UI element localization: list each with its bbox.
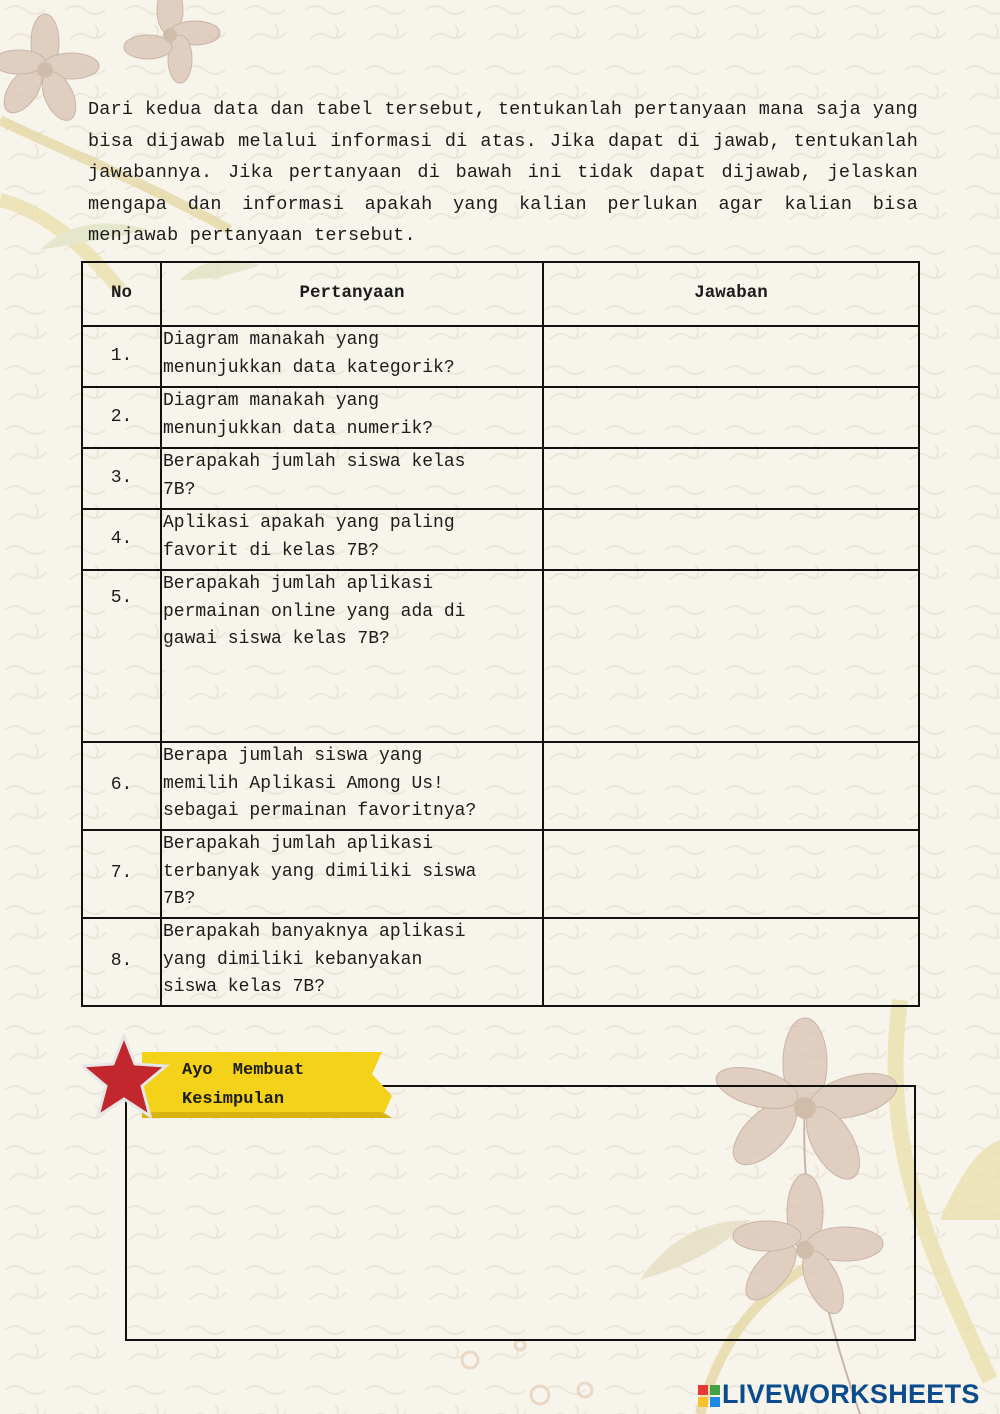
- row-number: 2.: [82, 387, 161, 448]
- column-header-question: Pertanyaan: [161, 262, 543, 326]
- instructions-paragraph: Dari kedua data dan tabel tersebut, tentukanlah pertanyaan mana saja yang bisa dijawab melalui informasi di atas. Jika dapat di jawab, tentukanlah jawabannya. Jika pertanyaan di bawah ini tidak dapat dijawab, jelaskan mengapa dan informasi apakah yang kalian perlukan agar kalian bisa menjawab pertanyaan tersebut.: [88, 99, 918, 247]
- answer-cell[interactable]: [543, 830, 919, 918]
- row-number: 5.: [82, 570, 161, 742]
- liveworksheets-logo-icon: [698, 1383, 720, 1405]
- conclusion-title: Ayo Membuat Kesimpulan: [182, 1061, 305, 1109]
- table-row: [82, 570, 919, 742]
- row-number: 3.: [82, 448, 161, 509]
- row-number: 1.: [82, 326, 161, 387]
- question-text: Berapakah jumlah siswa kelas 7B?: [161, 448, 543, 509]
- table-row: [82, 742, 919, 830]
- answer-cell[interactable]: [543, 918, 919, 1006]
- question-text: Berapa jumlah siswa yang memilih Aplikasi Among Us! sebagai permainan favoritnya?: [161, 742, 543, 830]
- table-row: [82, 509, 919, 570]
- questions-table: [81, 261, 920, 1007]
- answer-cell[interactable]: [543, 509, 919, 570]
- answer-cell[interactable]: [543, 570, 919, 742]
- table-row: [82, 830, 919, 918]
- question-text: Berapakah banyaknya aplikasi yang dimiliki kebanyakan siswa kelas 7B?: [161, 918, 543, 1006]
- column-header-answer: Jawaban: [543, 262, 919, 326]
- question-text: Berapakah jumlah aplikasi permainan online yang ada di gawai siswa kelas 7B?: [161, 570, 543, 742]
- answer-cell[interactable]: [543, 387, 919, 448]
- answer-cell[interactable]: [543, 448, 919, 509]
- logo-text: LIVEWORKSHEETS: [722, 1378, 980, 1409]
- table-row: [82, 387, 919, 448]
- question-text: Diagram manakah yang menunjukkan data numerik?: [161, 387, 543, 448]
- liveworksheets-logo: [698, 1377, 980, 1411]
- table-row: [82, 448, 919, 509]
- row-number: 8.: [82, 918, 161, 1006]
- question-text: Aplikasi apakah yang paling favorit di kelas 7B?: [161, 509, 543, 570]
- row-number: 6.: [82, 742, 161, 830]
- row-number: 7.: [82, 830, 161, 918]
- question-text: Diagram manakah yang menunjukkan data kategorik?: [161, 326, 543, 387]
- table-row: [82, 918, 919, 1006]
- answer-cell[interactable]: [543, 326, 919, 387]
- question-text: Berapakah jumlah aplikasi terbanyak yang dimiliki siswa 7B?: [161, 830, 543, 918]
- row-number: 4.: [82, 509, 161, 570]
- table-header-row: [82, 262, 919, 326]
- column-header-no: No: [82, 262, 161, 326]
- answer-cell[interactable]: [543, 742, 919, 830]
- table-row: [82, 326, 919, 387]
